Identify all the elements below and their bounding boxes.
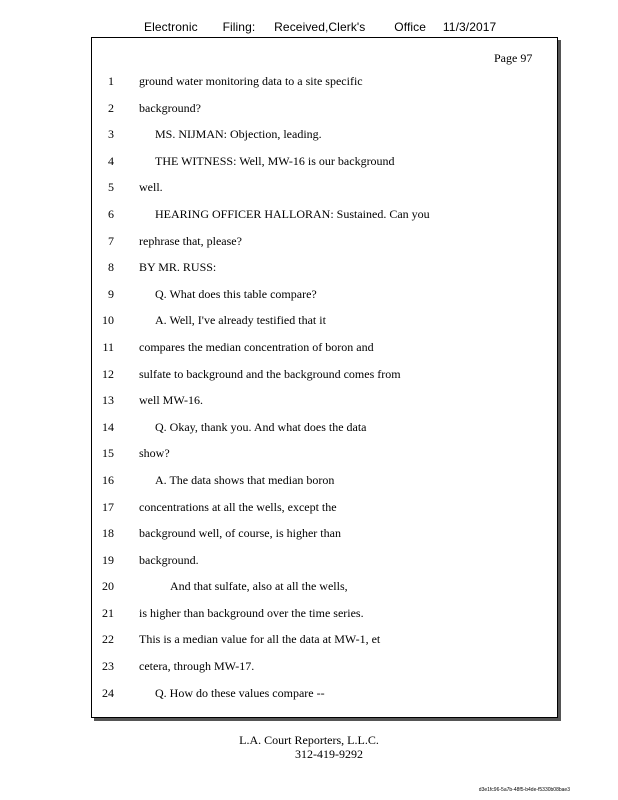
- transcript-line: [92, 281, 552, 308]
- filing-stamp-date: 11/3/2017: [442, 20, 497, 34]
- line-number: 20: [102, 579, 114, 594]
- line-text: Q. How do these values compare --: [155, 685, 325, 700]
- transcript-line: [92, 626, 552, 653]
- line-text: A. The data shows that median boron: [155, 472, 335, 487]
- line-text: show?: [139, 446, 170, 461]
- line-number: 21: [102, 605, 114, 620]
- transcript-line: [92, 174, 552, 201]
- line-number: 22: [102, 632, 114, 647]
- transcript-line: [92, 254, 552, 281]
- line-text: cetera, through MW-17.: [139, 659, 255, 674]
- line-number: 4: [108, 153, 114, 168]
- line-text: THE WITNESS: Well, MW-16 is our background: [155, 153, 395, 168]
- transcript-line: [92, 307, 552, 334]
- line-number: 7: [108, 233, 114, 248]
- transcript-line: [92, 121, 552, 148]
- reporter-company: L.A. Court Reporters, L.L.C.: [239, 733, 379, 747]
- line-text: background.: [139, 552, 199, 567]
- line-text: well.: [139, 180, 163, 195]
- line-number: 1: [108, 74, 114, 88]
- transcript-line: [92, 201, 552, 228]
- line-number: 17: [102, 499, 114, 514]
- line-number: 19: [102, 552, 114, 567]
- reporter-footer: [0, 733, 618, 761]
- line-text: background well, of course, is higher than: [139, 526, 341, 541]
- line-number: 5: [108, 180, 114, 195]
- filing-stamp-word-office: Office: [394, 20, 427, 34]
- line-text: ground water monitoring data to a site specific: [139, 74, 363, 88]
- line-number: 24: [102, 685, 114, 700]
- transcript-line: [92, 653, 552, 680]
- line-text: And that sulfate, also at all the wells,: [170, 579, 348, 594]
- reporter-phone: 312-419-9292: [295, 747, 363, 761]
- transcript-line: [92, 228, 552, 255]
- transcript-line: [92, 680, 552, 707]
- transcript-line: [92, 334, 552, 361]
- line-text: BY MR. RUSS:: [139, 260, 217, 275]
- transcript-line: [92, 494, 552, 521]
- filing-stamp-header: [144, 20, 496, 34]
- document-id: d3e1fc96-5a7b-48f5-b4de-f5330b08bae3: [478, 787, 570, 793]
- transcript-line: [92, 573, 552, 600]
- line-text: MS. NIJMAN: Objection, leading.: [155, 127, 322, 142]
- line-text: sulfate to background and the background comes from: [139, 366, 401, 381]
- line-number: 16: [102, 472, 114, 487]
- filing-stamp-word-electronic: Electronic: [144, 20, 198, 34]
- line-number: 23: [102, 659, 114, 674]
- line-text: A. Well, I've already testified that it: [155, 313, 326, 328]
- transcript-line: [92, 600, 552, 627]
- transcript-line: [92, 520, 552, 547]
- line-number: 15: [102, 446, 114, 461]
- transcript-line: [92, 467, 552, 494]
- line-text: rephrase that, please?: [139, 233, 242, 248]
- line-number: 2: [108, 100, 114, 115]
- line-number: 10: [102, 313, 114, 328]
- transcript-line: [92, 414, 552, 441]
- transcript-line: [92, 440, 552, 467]
- line-text: is higher than background over the time series.: [139, 605, 364, 620]
- page-number: Page 97: [494, 51, 533, 65]
- line-text: Q. What does this table compare?: [155, 286, 317, 301]
- line-number: 6: [108, 206, 114, 221]
- line-number: 12: [102, 366, 114, 381]
- transcript-line: [92, 148, 552, 175]
- transcript-line: [92, 361, 552, 388]
- line-number: 18: [102, 526, 114, 541]
- line-text: Q. Okay, thank you. And what does the data: [155, 419, 367, 434]
- line-number: 9: [108, 286, 114, 301]
- transcript-lines: [92, 68, 552, 706]
- line-number: 13: [102, 393, 114, 408]
- line-text: This is a median value for all the data at MW-1, et: [139, 632, 381, 647]
- line-text: concentrations at all the wells, except the: [139, 499, 337, 514]
- line-number: 3: [108, 127, 114, 142]
- filing-stamp-word-filing: Filing:: [222, 20, 256, 34]
- line-text: HEARING OFFICER HALLORAN: Sustained. Can you: [155, 206, 430, 221]
- transcript-line: [92, 95, 552, 122]
- filing-stamp-word-received: Received,Clerk's: [274, 20, 366, 34]
- line-number: 8: [108, 260, 114, 275]
- line-text: background?: [139, 100, 201, 115]
- transcript-line: [92, 68, 552, 95]
- transcript-line: [92, 547, 552, 574]
- line-number: 11: [102, 339, 114, 354]
- line-text: compares the median concentration of boron and: [139, 339, 374, 354]
- transcript-line: [92, 387, 552, 414]
- line-text: well MW-16.: [139, 393, 203, 408]
- line-number: 14: [102, 419, 114, 434]
